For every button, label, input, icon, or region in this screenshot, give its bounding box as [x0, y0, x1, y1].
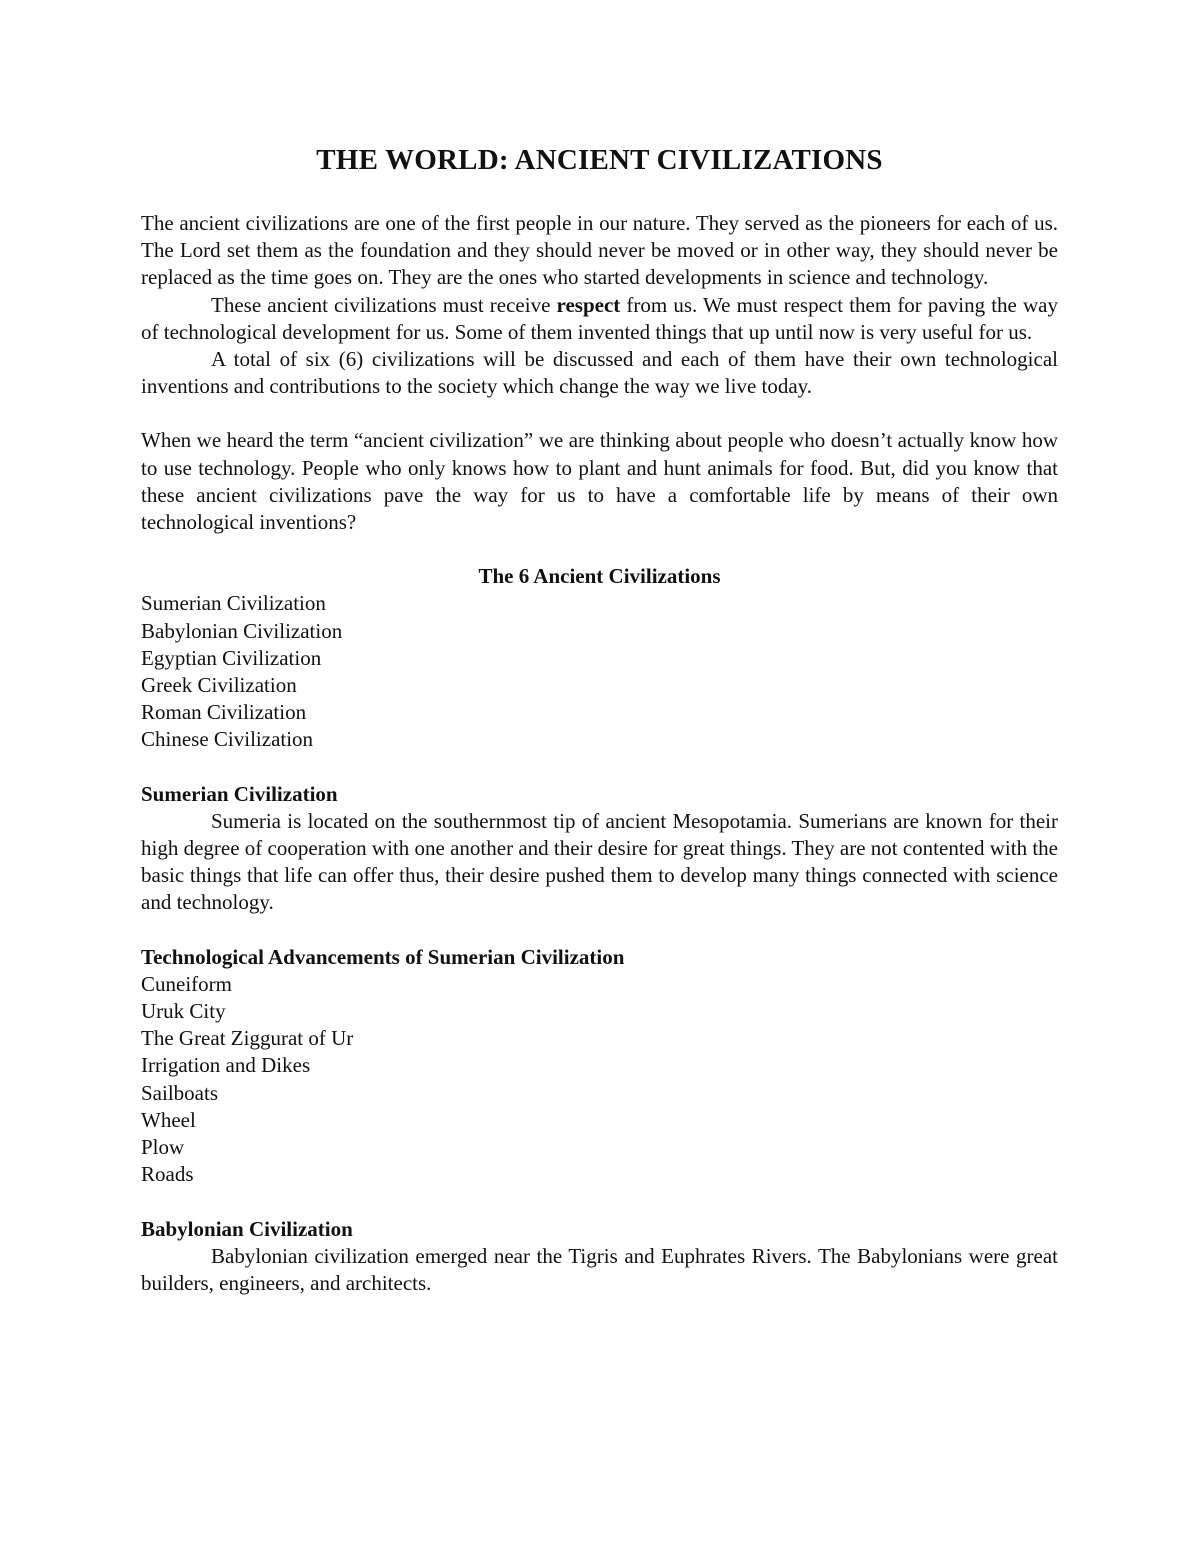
sumerian-advancements-list	[141, 971, 1058, 1189]
spacer	[141, 754, 1058, 781]
list-item: Plow	[141, 1135, 185, 1160]
list-item: Chinese Civilization	[141, 727, 314, 752]
civilizations-list	[141, 590, 1058, 753]
intro-paragraph-3: A total of six (6) civilizations will be discussed and each of them have their own technological inventions and contributions to the society which change the way we live today.	[141, 347, 1058, 399]
list-item: Egyptian Civilization	[141, 645, 322, 670]
list-item: The Great Ziggurat of Ur	[141, 1026, 354, 1051]
intro-paragraph-4: When we heard the term “ancient civilization” we are thinking about people who doesn’t actually know how to use technology. People who only knows how to plant and hunt animals for food. But, did you know that these ancient civilizations pave the way for us to have a comfortable life by means of their own technological inventions?	[141, 428, 1058, 535]
babylonian-heading: Babylonian Civilization	[141, 1216, 353, 1241]
civilizations-list-heading: The 6 Ancient Civilizations	[478, 564, 721, 589]
sumerian-heading: Sumerian Civilization	[141, 781, 338, 806]
list-item: Sailboats	[141, 1080, 218, 1105]
intro-paragraph-1: The ancient civilizations are one of the first people in our nature. They served as the pioneers for each of us. The Lord set them as the foundation and they should never be moved or in other way, they should never be replaced as the time goes on. They are the ones who started developments in science and technology.	[141, 211, 1058, 290]
spacer	[141, 400, 1058, 427]
list-item: Cuneiform	[141, 971, 232, 996]
list-item: Roman Civilization	[141, 700, 307, 725]
intro-paragraph-2-start: These ancient civilizations must receive	[211, 292, 557, 317]
babylonian-paragraph: Babylonian civilization emerged near the Tigris and Euphrates Rivers. The Babylonians were great builders, engineers, and architects.	[141, 1243, 1058, 1295]
intro-paragraph-2-end: from us. We must respect them for paving the way of technological development for us. Some of them invented things that up until now is very useful for us.	[141, 292, 1058, 344]
sumerian-paragraph: Sumeria is located on the southernmost tip of ancient Mesopotamia. Sumerians are known for their high degree of cooperation with one another and their desire for great things. They are not contented with the basic things that life can offer thus, their desire pushed them to develop many things connected with science and technology.	[141, 808, 1058, 915]
spacer	[141, 536, 1058, 563]
list-item: Uruk City	[141, 999, 226, 1024]
intro-paragraph-2	[141, 292, 1058, 346]
list-item: Roads	[141, 1162, 194, 1187]
document-page	[141, 140, 1058, 1297]
list-item: Wheel	[141, 1107, 196, 1132]
page-title: THE WORLD: ANCIENT CIVILIZATIONS	[316, 144, 883, 176]
spacer	[141, 917, 1058, 944]
list-item: Babylonian Civilization	[141, 618, 343, 643]
sumerian-advancements-heading: Technological Advancements of Sumerian Civilization	[141, 944, 625, 969]
list-item: Sumerian Civilization	[141, 591, 326, 616]
list-item: Greek Civilization	[141, 673, 297, 698]
list-item: Irrigation and Dikes	[141, 1053, 311, 1078]
spacer	[141, 1189, 1058, 1216]
emphasis-respect: respect	[556, 292, 621, 317]
